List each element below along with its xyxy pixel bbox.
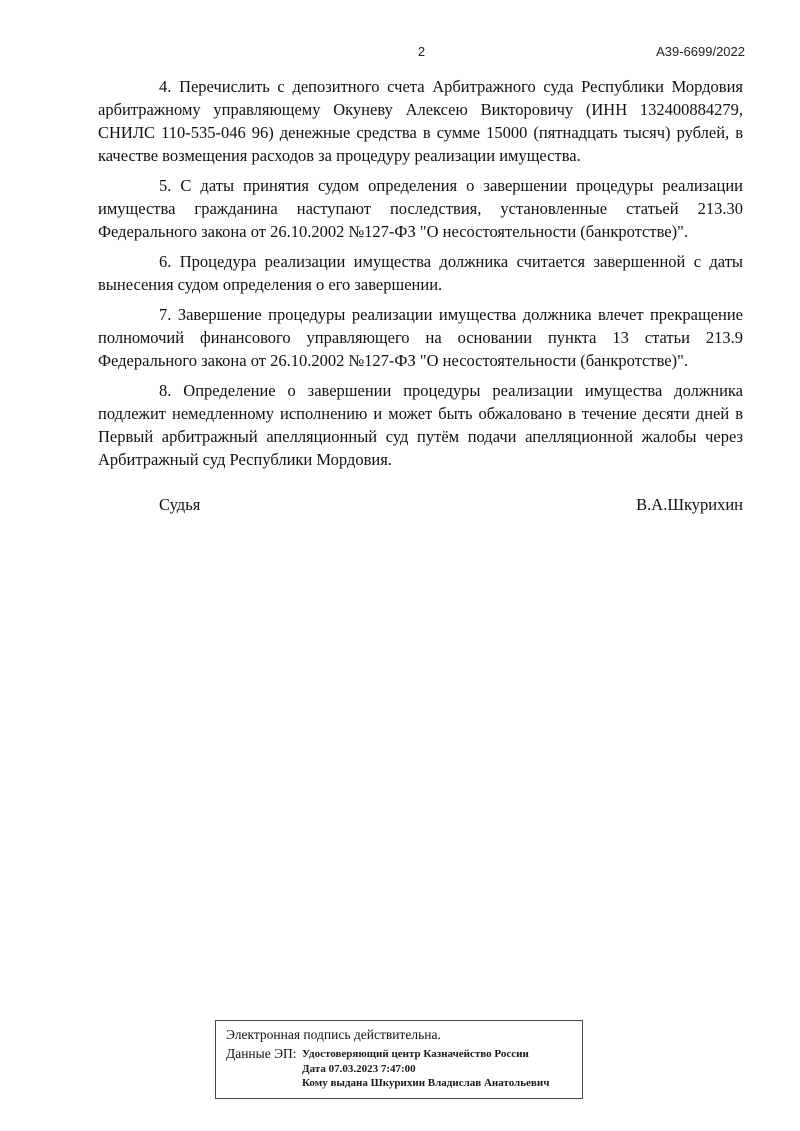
paragraph-item-5: 5. С даты принятия судом определения о завершении процедуры реализации имущества гражданина наступают последствия, установленные статьей 213.30 Федерального закона от 26.10.2002 №127-ФЗ "О несостоятельности (банкротстве)".	[98, 176, 743, 241]
stamp-details	[302, 1046, 549, 1091]
stamp-authority: Удостоверяющий центр Казначейство России	[302, 1048, 529, 1060]
page-header	[98, 44, 745, 62]
stamp-issued-to: Кому выдана Шкурихин Владислав Анатольевич	[302, 1077, 550, 1089]
case-number: А39-6699/2022	[656, 44, 745, 59]
judge-signature-row	[98, 493, 743, 516]
stamp-data-label: Данные ЭП:	[226, 1046, 297, 1061]
digital-signature-stamp	[215, 1020, 583, 1099]
paragraph-item-7: 7. Завершение процедуры реализации имущества должника влечет прекращение полномочий финансового управляющего на основании пункта 13 статьи 213.9 Федерального закона от 26.10.2002 №127-ФЗ "О несостоятельности (банкротстве)".	[98, 305, 743, 370]
stamp-date: Дата 07.03.2023 7:47:00	[302, 1062, 416, 1075]
paragraph-item-8: 8. Определение о завершении процедуры реализации имущества должника подлежит немедленному исполнению и может быть обжаловано в течение десяти дней в Первый арбитражный апелляционный суд путём подачи апелляционной жалобы через Арбитражный суд Республики Мордовия.	[98, 381, 743, 469]
paragraph-item-4: 4. Перечислить с депозитного счета Арбитражного суда Республики Мордовия арбитражному управляющему Окуневу Алексею Викторовичу (ИНН 132400884279, СНИЛС 110-535-046 96) денежные средства в сумме 15000 (пятнадцать тысяч) рублей, в качестве возмещения расходов за процедуру реализации имущества.	[98, 77, 743, 165]
stamp-validity-text: Электронная подпись действительна.	[226, 1027, 441, 1042]
document-body	[98, 75, 743, 516]
page-number: 2	[417, 44, 426, 59]
judge-name: В.А.Шкурихин	[636, 495, 743, 514]
judge-role-label: Судья	[159, 495, 201, 514]
stamp-data-row	[226, 1046, 572, 1091]
paragraph-item-6: 6. Процедура реализации имущества должника считается завершенной с даты вынесения судом определения о его завершении.	[98, 252, 743, 294]
